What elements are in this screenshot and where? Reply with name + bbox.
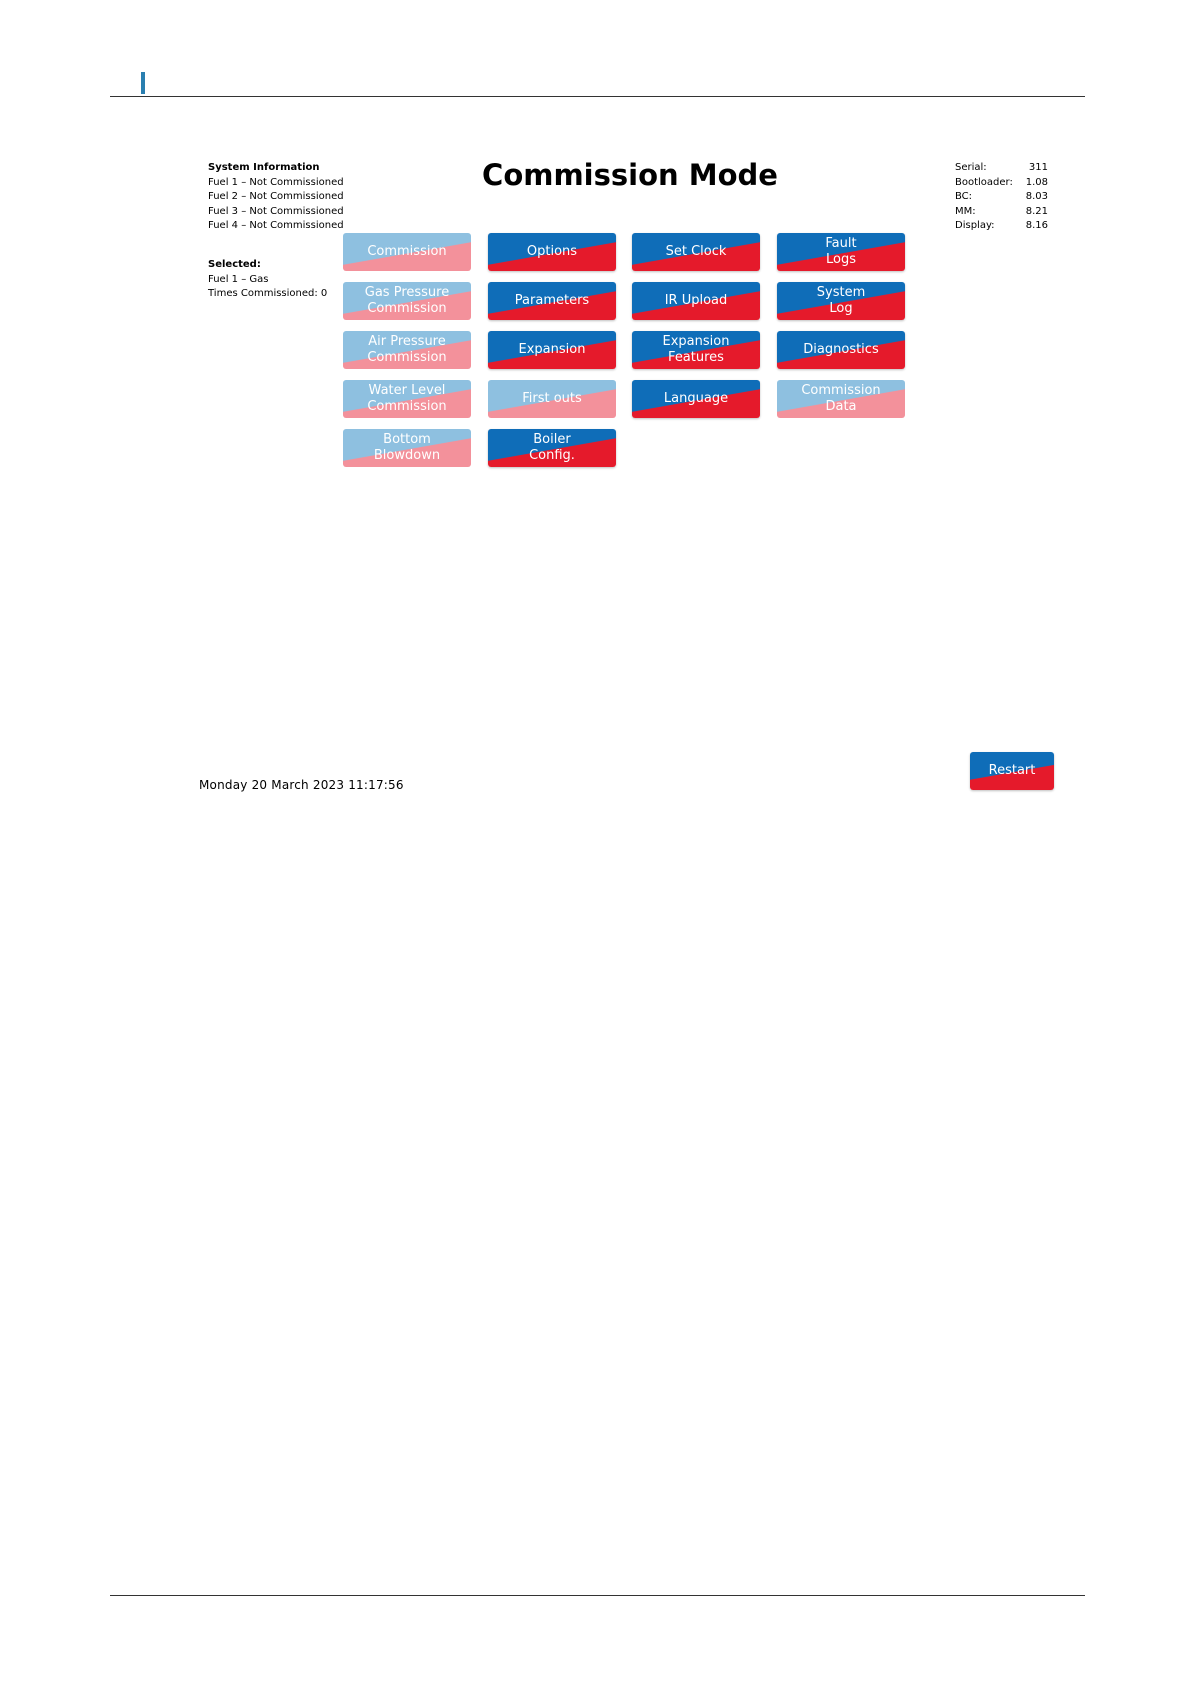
commission-button[interactable] [343,233,471,271]
button-label: Boiler [533,432,571,447]
version-value: 8.03 [1025,191,1048,203]
expansion-features-button[interactable] [632,331,760,369]
system-information-heading: System Information [208,162,320,173]
button-label: Air Pressure [368,334,446,349]
header-rule [110,96,1085,97]
button-label: Expansion [518,342,586,357]
version-value: 311 [1028,162,1048,173]
boiler-config-button[interactable] [488,429,616,467]
version-value: 8.16 [1025,220,1048,232]
footer-rule [110,1595,1085,1596]
button-label: Fault [825,236,857,251]
button-label: Commission [801,383,881,398]
parameters-button[interactable] [488,282,616,320]
page-title: Commission Mode [482,158,778,192]
commission-data-button[interactable] [777,380,905,418]
system-log-button[interactable] [777,282,905,320]
selected-fuel: Fuel 1 – Gas [208,273,269,285]
version-row [955,205,1048,220]
fuel-2-status: Fuel 2 – Not Commissioned [208,191,344,203]
button-label: Commission [367,350,447,365]
diagnostics-button[interactable] [777,331,905,369]
fault-logs-button[interactable] [777,233,905,271]
options-button[interactable] [488,233,616,271]
version-label: Bootloader: [955,176,1013,188]
button-label: Language [663,391,729,406]
button-label: Commission [367,244,447,259]
language-button[interactable] [632,380,760,418]
button-label: First outs [522,391,582,406]
fuel-1-status: Fuel 1 – Not Commissioned [208,176,344,188]
times-commissioned: Times Commissioned: 0 [208,288,328,300]
button-label: Blowdown [373,448,441,463]
button-label: Set Clock [665,244,727,259]
version-row [955,219,1048,234]
button-label: Restart [988,763,1036,778]
button-label: Options [526,244,578,259]
gas-pressure-commission-button[interactable] [343,282,471,320]
version-row [955,190,1048,205]
button-label: Water Level [368,383,446,398]
header-accent-bar [141,72,145,94]
button-label: Features [668,350,724,365]
water-level-commission-button[interactable] [343,380,471,418]
button-label: Data [825,399,857,414]
bottom-blowdown-button[interactable] [343,429,471,467]
button-label: Diagnostics [803,342,879,357]
selected-label: Selected: [208,259,261,270]
button-label: Gas Pressure [364,285,450,300]
set-clock-button[interactable] [632,233,760,271]
button-label: Logs [826,252,856,267]
first-outs-button[interactable] [488,380,616,418]
version-info [955,161,1048,234]
current-datetime: Monday 20 March 2023 11:17:56 [199,778,404,792]
version-row [955,176,1048,191]
fuel-3-status: Fuel 3 – Not Commissioned [208,205,344,217]
version-label: Display: [955,220,995,232]
button-label: IR Upload [664,293,728,308]
system-information [208,161,344,234]
button-label: Config. [529,448,575,463]
button-label: Commission [367,301,447,316]
button-label: Bottom [383,432,431,447]
expansion-button[interactable] [488,331,616,369]
fuel-4-status: Fuel 4 – Not Commissioned [208,220,344,232]
button-label: Parameters [514,293,590,308]
version-value: 1.08 [1025,176,1048,188]
air-pressure-commission-button[interactable] [343,331,471,369]
button-label: Expansion [662,334,730,349]
version-row [955,161,1048,176]
restart-button[interactable] [970,752,1054,790]
version-value: 8.21 [1025,205,1048,217]
button-label: System [816,285,866,300]
version-label: MM: [955,205,976,217]
selected-fuel-info [208,258,327,302]
button-label: Log [829,301,853,316]
ir-upload-button[interactable] [632,282,760,320]
version-label: BC: [955,191,973,203]
button-label: Commission [367,399,447,414]
version-label: Serial: [955,162,987,173]
